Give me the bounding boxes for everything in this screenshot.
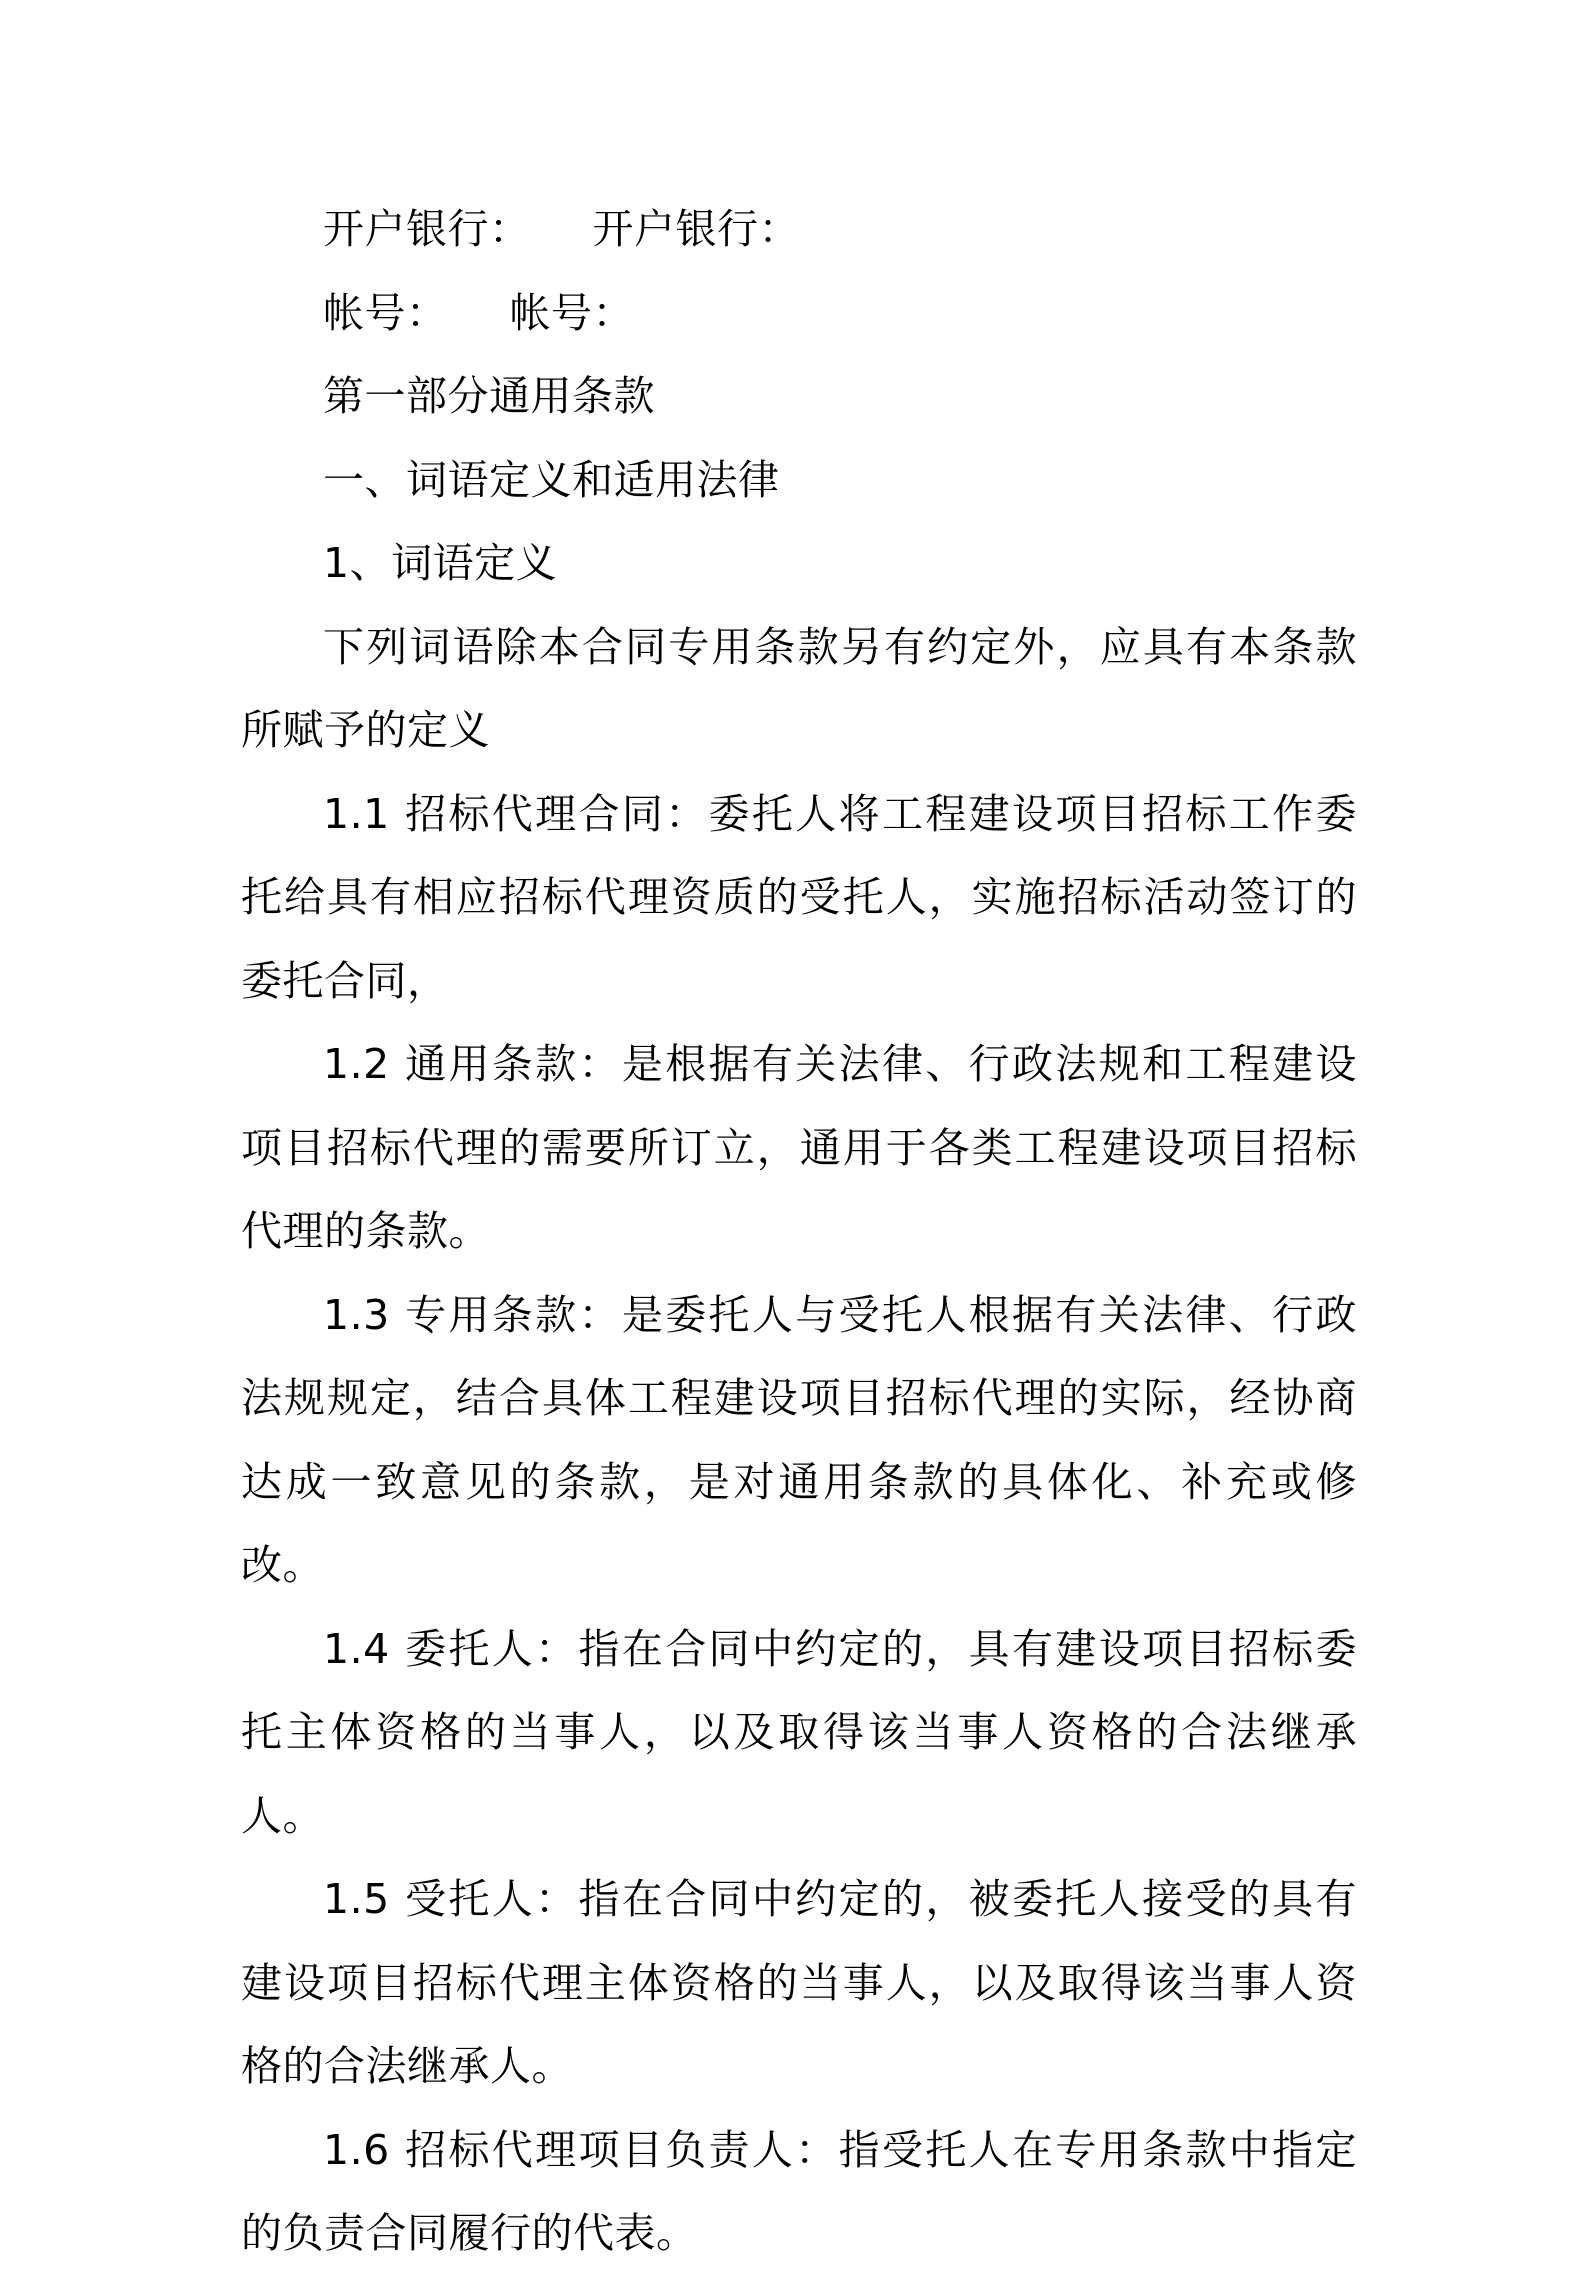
bank-line	[241, 188, 1357, 272]
bank-label-a: 开户银行：	[323, 205, 531, 253]
paragraph-1-4: 1.4 委托人：指在合同中约定的，具有建设项目招标委托主体资格的当事人，以及取得该当事人资格的合法继承人。	[241, 1624, 1357, 1840]
paragraph-1-6: 1.6 招标代理项目负责人：指受托人在专用条款中指定的负责合同履行的代表。	[241, 2125, 1357, 2257]
account-label-a: 帐号：	[323, 288, 448, 337]
subsection-title: 1、词语定义	[323, 539, 558, 587]
paragraph-1-2: 1.2 通用条款：是根据有关法律、行政法规和工程建设项目招标代理的需要所订立，通用于各类工程建设项目招标代理的条款。	[241, 1040, 1357, 1255]
paragraph-1-3: 1.3 专用条款：是委托人与受托人根据有关法律、行政法规规定，结合具体工程建设项目招标代理的实际，经协商达成一致意见的条款，是对通用条款的具体化、补充或修改。	[241, 1290, 1357, 1589]
paragraph-intro: 下列词语除本合同专用条款另有约定外，应具有本条款所赋予的定义	[241, 622, 1357, 754]
section-title: 一、词语定义和适用法律	[323, 455, 780, 504]
account-line	[241, 272, 1357, 356]
paragraph-1-1: 1.1 招标代理合同：委托人将工程建设项目招标工作委托给具有相应招标代理资质的受托人，实施招标活动签订的委托合同，	[241, 789, 1357, 1005]
paragraph-1-5: 1.5 受托人：指在合同中约定的，被委托人接受的具有建设项目招标代理主体资格的当事人，以及取得该当事人资格的合法继承人。	[241, 1875, 1357, 2090]
part-title: 第一部分通用条款	[323, 372, 655, 420]
document-body	[241, 188, 1357, 2276]
bank-label-b: 开户银行：	[592, 205, 800, 253]
account-label-b: 帐号：	[509, 288, 634, 337]
